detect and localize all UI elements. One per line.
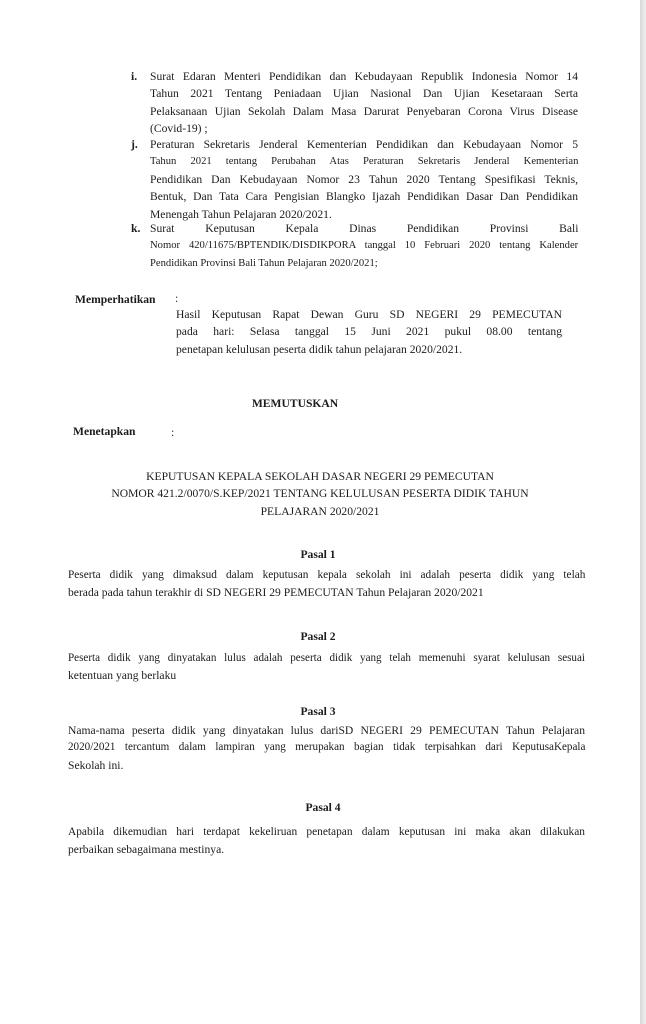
- text-line: Pelaksanaan Ujian Sekolah Dalam Masa Darurat Penyebaran Corona Virus Disease: [150, 104, 579, 118]
- menetapkan-label: Menetapkan: [73, 425, 136, 438]
- page-edge: [640, 0, 646, 1024]
- article-2-title: Pasal 2: [300, 630, 336, 643]
- text-line: Hasil Keputusan Rapat Dewan Guru SD NEGERI 29 PEMECUTAN: [176, 308, 562, 321]
- text-line: ketentuan yang berlaku: [68, 669, 177, 683]
- memperhatikan-text: [176, 306, 562, 358]
- decree-title-line: PELAJARAN 2020/2021: [260, 504, 380, 518]
- menetapkan-colon: :: [171, 426, 175, 439]
- text-line: Peserta didik yang dinyatakan lulus adalah peserta didik yang telah memenuhi syarat kelulusan sesuai: [68, 652, 585, 664]
- text-line: pada hari: Selasa tanggal 15 Juni 2021 pukul 08.00 tentang: [176, 325, 562, 339]
- text-line: Nama-nama peserta didik yang dinyatakan lulus dariSD NEGERI 29 PEMECUTAN Tahun Pelajaran: [68, 724, 585, 737]
- text-line: Pendidikan Provinsi Bali Tahun Pelajaran 2020/2021;: [150, 257, 378, 269]
- decree-title-line: KEPUTUSAN KEPALA SEKOLAH DASAR NEGERI 29 PEMECUTAN: [146, 470, 494, 483]
- article-4-title: Pasal 4: [305, 801, 341, 814]
- text-line: (Covid-19) ;: [150, 122, 208, 136]
- text-line: perbaikan sebagaimana mestinya.: [68, 843, 225, 857]
- text-line: Menengah Tahun Pelajaran 2020/2021.: [150, 207, 332, 221]
- text-line: Peserta didik yang dimaksud dalam keputusan kepala sekolah ini adalah peserta didik yang telah: [68, 569, 586, 581]
- article-3-body: [68, 722, 585, 774]
- memutuskan-heading: MEMUTUSKAN: [251, 397, 339, 410]
- text-line: Peraturan Sekretaris Jenderal Kementerian Pendidikan dan Kebudayaan Nomor 5: [150, 138, 578, 151]
- consideration-text: [150, 220, 578, 272]
- memperhatikan-label: Memperhatikan: [75, 293, 156, 306]
- consideration-text: [150, 68, 578, 138]
- article-4-body: [68, 824, 585, 859]
- article-3-title: Pasal 3: [300, 705, 336, 718]
- text-line: Tahun 2021 tentang Perubahan Atas Peraturan Sekretaris Jenderal Kementerian: [150, 156, 579, 168]
- consideration-text: [150, 136, 578, 223]
- article-1-title: Pasal 1: [300, 548, 336, 561]
- text-line: Surat Keputusan Kepala Dinas Pendidikan Provinsi Bali: [150, 222, 579, 235]
- text-line: Sekolah ini.: [68, 758, 124, 772]
- text-line: penetapan kelulusan peserta didik tahun pelajaran 2020/2021.: [176, 342, 463, 356]
- decree-title: [60, 468, 580, 520]
- text-line: Surat Edaran Menteri Pendidikan dan Kebudayaan Republik Indonesia Nomor 14: [150, 70, 578, 83]
- decree-title-line: NOMOR 421.2/0070/S.KEP/2021 TENTANG KELULUSAN PESERTA DIDIK TAHUN: [111, 487, 529, 501]
- list-marker: k.: [131, 222, 141, 235]
- article-1-body: [68, 567, 585, 602]
- text-line: 2020/2021 tercantum dalam lampiran yang merupakan bagian tidak terpisahkan dari KeputusaKepala: [68, 741, 586, 754]
- article-2-body: [68, 650, 585, 685]
- text-line: Pendidikan Dan Kebudayaan Nomor 23 Tahun 2020 Tentang Spesifikasi Teknis,: [150, 172, 579, 186]
- list-marker: i.: [131, 70, 138, 83]
- list-marker: j.: [131, 138, 138, 151]
- text-line: Tahun 2021 Tentang Peniadaan Ujian Nasional Dan Ujian Kesetaraan Serta: [150, 87, 579, 101]
- text-line: Bentuk, Dan Tata Cara Pengisian Blangko Ijazah Pendidikan Dasar Dan Pendidikan: [150, 190, 578, 204]
- memperhatikan-colon: :: [175, 292, 179, 305]
- text-line: Apabila dikemudian hari terdapat kekeliruan penetapan dalam keputusan ini maka akan dilakukan: [68, 826, 585, 838]
- text-line: berada pada tahun terakhir di SD NEGERI 29 PEMECUTAN Tahun Pelajaran 2020/2021: [68, 586, 484, 600]
- text-line: Nomor 420/11675/BPTENDIK/DISDIKPORA tanggal 10 Februari 2020 tentang Kalender: [150, 240, 579, 252]
